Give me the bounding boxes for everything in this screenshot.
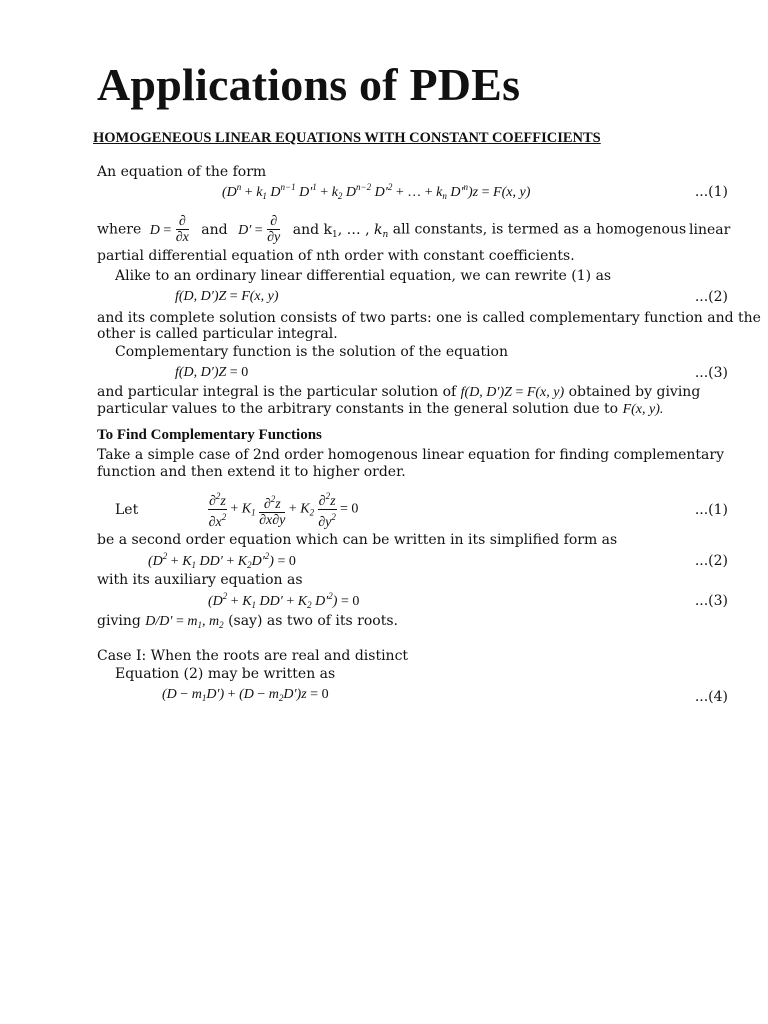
equation-1-number: ...(1) [694,184,728,200]
equation-5-number: ...(2) [694,553,728,569]
aux-line: with its auxiliary equation as [97,572,303,588]
linear-word: linear [689,222,731,238]
equation-1: ($D^n + k_1$ $D^{n-1}$ $D'^1 + k_2$ $D^{n-2}$ $D'^2$ + … + $k_n$ $D'^n)z = F(x$, y) [222,182,531,201]
giving-line: giving $D/D' = m_1$, $m_2$ (say) as two of its roots. [97,613,398,630]
equation-3-number: ...(3) [694,365,728,381]
equation-7-number: ...(4) [694,689,728,705]
alike-line: Alike to an ordinary linear differential equation, we can rewrite (1) as [115,268,612,284]
equation-4-number: ...(1) [694,502,728,518]
equation-2-number: ...(2) [694,289,728,305]
where-word: where [97,221,142,238]
complete-line-1: and its complete solution consists of two parts: one is called complementary function and the [97,310,761,326]
pi-line-1: and particular integral is the particular solution of f(D, D′)Z = F(x, y) obtained by giving [97,384,701,400]
section2-line-2: function and then extend it to higher order. [97,464,406,480]
where-line: where D = $\frac{\partial}{\partial x}$ and D′ = $\frac{\partial}{\partial y}$ and $k_1$, … , $k_n$ all constants, is termed as a homogenous [97,214,687,245]
equation-4: $\frac{\partial^2z}{\partial x^2}$ + $K_1$ $\frac{\partial^2z}{\partial x\partial y}$ + $K_2$ $\frac{\partial^2z}{\partial y^2}$ = 0 [208,491,359,530]
equation-6: ($D^2 + K_1$ $DD' + K_2$ $D'^2) = 0$ [208,591,360,610]
constants-text: all constants, is termed as a homogenous [392,221,687,238]
and-word: and [201,221,228,238]
second-order-line: be a second order equation which can be written in its simplified form as [97,532,618,548]
complete-line-2: other is called particular integral. [97,326,338,342]
equation-5: ($D^2 + K_1$ $DD' + K_2D'^2) = 0$ [148,551,296,570]
section2-line-1: Take a simple case of 2nd order homogenous linear equation for finding complementary [97,447,724,463]
case-heading: Case I: When the roots are real and distinct [97,648,409,664]
equation-2: f(D, D′)Z = F(x, y) [175,289,279,304]
page-title: Applications of PDEs [97,59,521,110]
equation-3: f(D, D′)Z = 0 [175,365,249,380]
pde-line: partial differential equation of nth order with constant coefficients. [97,248,575,264]
let-label: Let [115,502,139,518]
equation-7: $(D - m_1D') + (D - m_2D')z = 0$ [162,687,329,703]
cf-line: Complementary function is the solution of the equation [115,344,508,360]
section-heading: HOMOGENEOUS LINEAR EQUATIONS WITH CONSTANT COEFFICIENTS [93,130,601,146]
pi-line-2: particular values to the arbitrary constants in the general solution due to F(x, y). [97,401,664,417]
cf-heading: To Find Complementary Functions [97,427,322,443]
and-k-text: and $k_1$, … , $k_n$ [292,221,389,240]
equation-6-number: ...(3) [694,593,728,609]
written-line: Equation (2) may be written as [115,666,336,682]
intro-text: An equation of the form [97,164,267,180]
